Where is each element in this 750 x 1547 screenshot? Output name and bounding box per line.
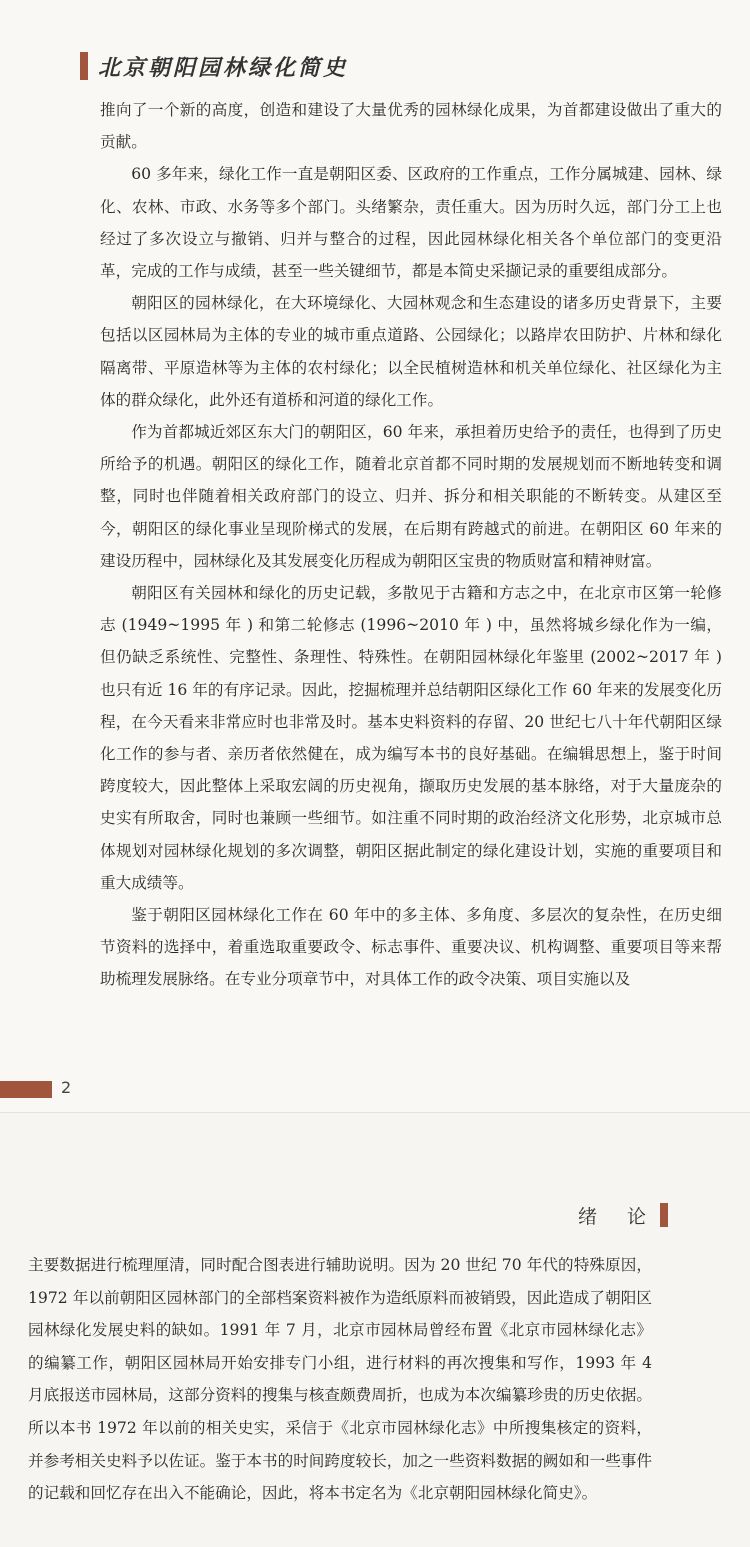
paragraph: 鉴于朝阳区园林绿化工作在 60 年中的多主体、多角度、多层次的复杂性，在历史细节资料的选择中，着重选取重要政令、标志事件、重要决议、机构调整、重要项目等来帮助梳理发展脉络。在专业分项章节中，对具体工作的政令决策、项目实施以及 [100,906,722,989]
page2-body [28,1249,652,1510]
chapter-header [578,1200,668,1230]
page1-body [100,94,722,996]
book-title: 北京朝阳园林绿化简史 [98,54,349,81]
paragraph: 朝阳区有关园林和绿化的历史记载，多散见于古籍和方志之中，在北京市区第一轮修志 (1949~1995 年 ) 和第二轮修志 (1996~2010 年 ) 中，虽然将城乡绿化作为一编，但仍缺乏系统性、完整性、条理性、特殊性。在朝阳园林绿化年鉴里 (2002~2017 年 ) 也只有近 16 年的有序记录。因此，挖掘梳理并总结朝阳区绿化工作 60 年来的发展变化历程，在今天看来非常应时也非常及时。基本史料资料的存留、20 世纪七八十年代朝阳区绿化工作的参与者、亲历者依然健在，成为编写本书的良好基础。在编辑思想上，鉴于时间跨度较大，因此整体上采取宏阔的历史视角，撷取历史发展的基本脉络，对于大量庞杂的史实有所取舍，同时也兼顾一些细节。如注重不同时期的政治经济文化形势，北京城市总体规划对园林绿化规划的多次调整，朝阳区据此制定的绿化建设计划，实施的重要项目和重大成绩等。 [100,584,722,892]
page-number: 2 [61,1078,72,1097]
paragraph: 推向了一个新的高度，创造和建设了大量优秀的园林绿化成果，为首都建设做出了重大的贡献。 [100,101,722,152]
paragraph: 60 多年来，绿化工作一直是朝阳区委、区政府的工作重点，工作分属城建、园林、绿化、农林、市政、水务等多个部门。头绪繁杂，责任重大。因为历时久远，部门分工上也经过了多次设立与撤销、归并与整合的过程，因此园林绿化相关各个单位部门的变更沿革，完成的工作与成绩，甚至一些关键细节，都是本简史采撷记录的重要组成部分。 [100,165,722,281]
chapter-accent-bar [660,1203,668,1227]
chapter-title: 绪 论 [577,1205,658,1228]
header-accent-bar [80,52,88,80]
paragraph: 主要数据进行梳理厘清，同时配合图表进行辅助说明。因为 20 世纪 70 年代的特殊原因，1972 年以前朝阳区园林部门的全部档案资料被作为造纸原料而被销毁，因此造成了朝阳区园林绿化发展史料的缺如。1991 年 7 月，北京市园林局曾经布置《北京市园林绿化志》的编纂工作，朝阳区园林局开始安排专门小组，进行材料的再次搜集和写作，1993 年 4 月底报送市园林局，这部分资料的搜集与核查颇费周折，也成为本次编纂珍贵的历史依据。所以本书 1972 年以前的相关史实，采信于《北京市园林绿化志》中所搜集核定的资料，并参考相关史料予以佐证。鉴于本书的时间跨度较长，加之一些资料数据的阙如和一些事件的记载和回忆存在出入不能确论，因此，将本书定名为《北京朝阳园林绿化简史》。 [28,1256,652,1503]
page-right [0,1112,750,1547]
page-number-bar [0,1081,52,1098]
paragraph: 朝阳区的园林绿化，在大环境绿化、大园林观念和生态建设的诸多历史背景下，主要包括以区园林局为主体的专业的城市重点道路、公园绿化；以路岸农田防护、片林和绿化隔离带、平原造林等为主体的农村绿化；以全民植树造林和机关单位绿化、社区绿化为主体的群众绿化，此外还有道桥和河道的绿化工作。 [100,294,722,409]
book-header [80,50,348,82]
paragraph: 作为首都城近郊区东大门的朝阳区，60 年来，承担着历史给予的责任，也得到了历史所给予的机遇。朝阳区的绿化工作，随着北京首都不同时期的发展规划而不断地转变和调整，同时也伴随着相关政府部门的设立、归并、拆分和相关职能的不断转变。从建区至今，朝阳区的绿化事业呈现阶梯式的发展，在后期有跨越式的前进。在朝阳区 60 年来的建设历程中，园林绿化及其发展变化历程成为朝阳区宝贵的物质财富和精神财富。 [100,423,722,570]
